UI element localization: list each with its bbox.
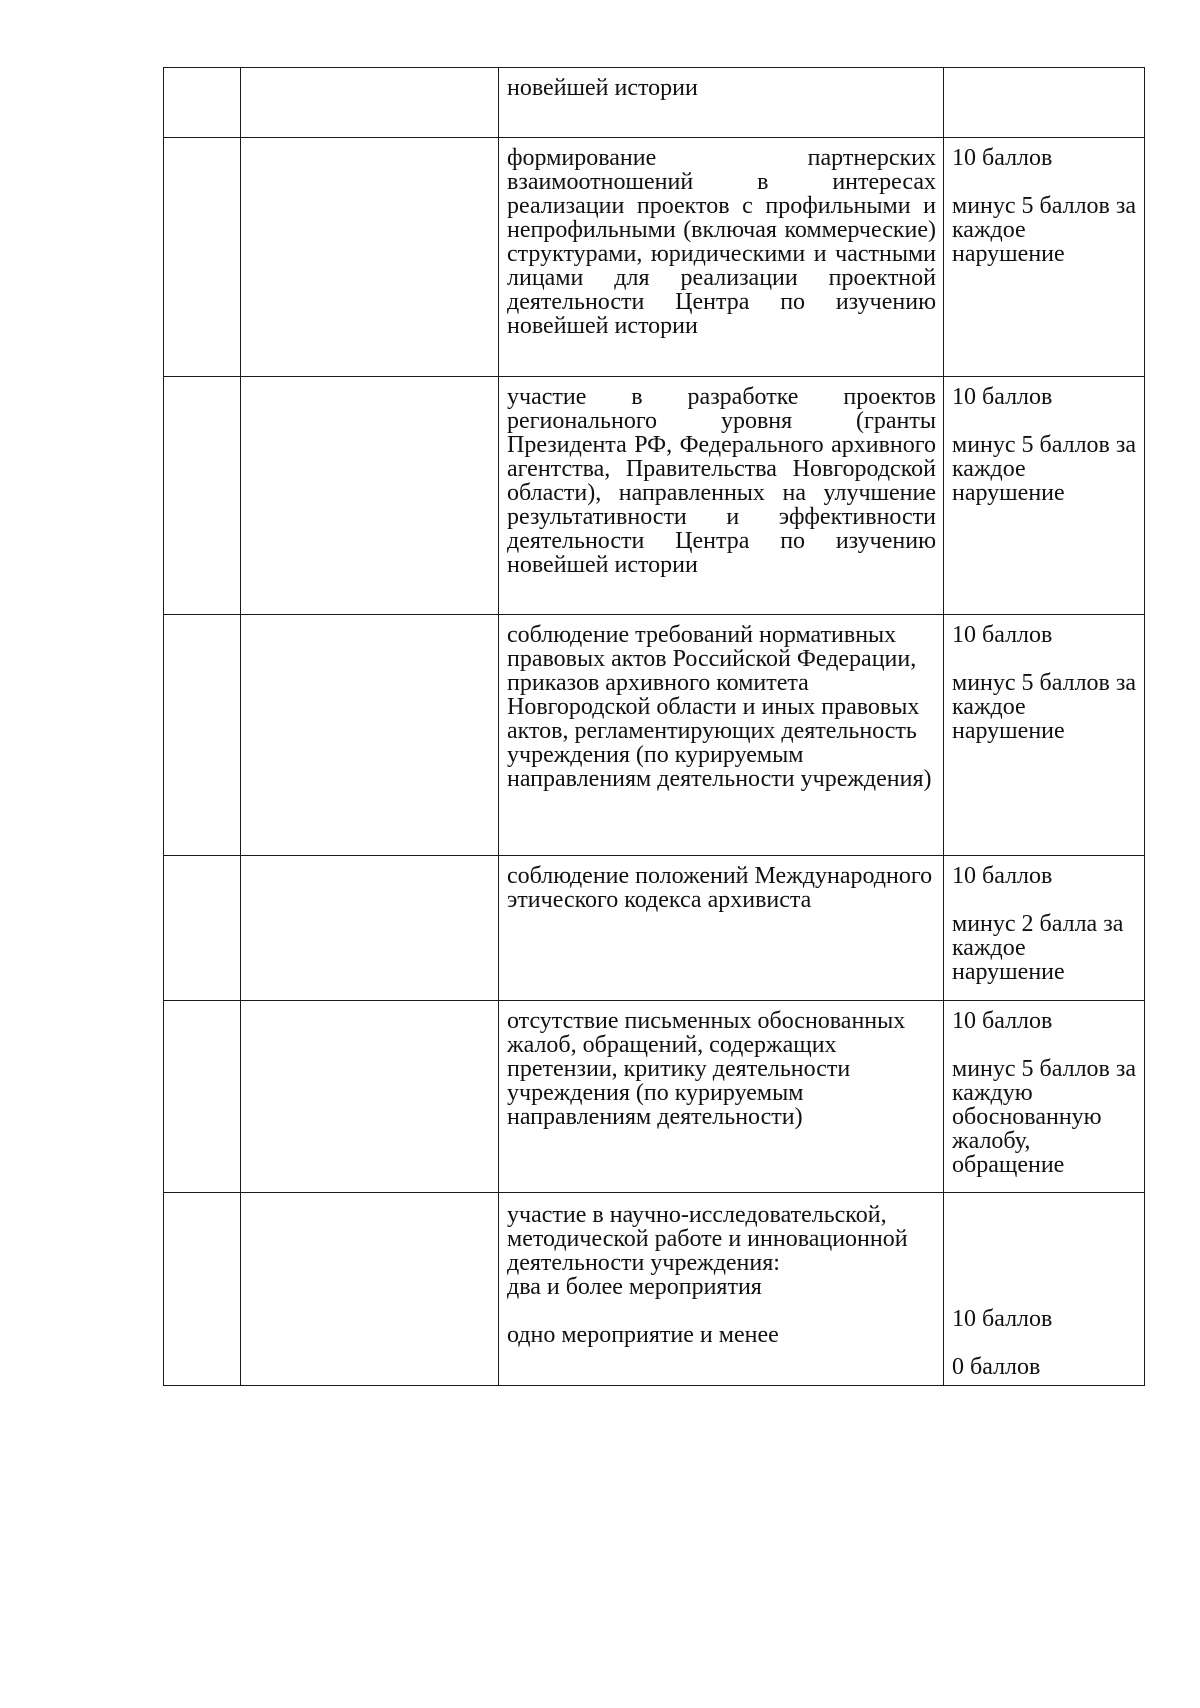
position-cell bbox=[241, 856, 499, 1001]
criterion-text: соблюдение требований нормативных правовых актов Российской Федерации, приказов архивного комитета Новгородской области и иных правовых актов, регламентирующих деятельность учреждения (по курируемым направлениям деятельности учреждения) bbox=[507, 622, 932, 792]
criterion-cell bbox=[499, 138, 944, 377]
criterion-text: отсутствие письменных обоснованных жалоб, обращений, содержащих претензии, критику деятельности учреждения (по курируемым направлениям деятельности) bbox=[507, 1008, 906, 1130]
criterion-text: формирование партнерских взаимоотношений в интересах реализации проектов с профильными и непрофильными (включая коммерческие) структурами, юридическими и частными лицами для реализации проектной деятельности Центра по изучению новейшей истории bbox=[507, 145, 936, 339]
points-value: 10 баллов bbox=[952, 1008, 1053, 1034]
criterion-text: новейшей истории bbox=[507, 75, 698, 101]
number-cell bbox=[164, 377, 241, 615]
criterion-cell bbox=[499, 68, 944, 138]
points-value: 10 баллов bbox=[952, 145, 1053, 171]
position-cell bbox=[241, 377, 499, 615]
table-row bbox=[164, 68, 1145, 138]
table-row bbox=[164, 138, 1145, 377]
criteria-table bbox=[163, 67, 1145, 1386]
position-cell bbox=[241, 138, 499, 377]
table-row bbox=[164, 856, 1145, 1001]
position-cell bbox=[241, 615, 499, 856]
penalty-text: минус 5 баллов за каждое нарушение bbox=[952, 193, 1137, 267]
score-cell bbox=[944, 1001, 1145, 1193]
score-cell bbox=[944, 615, 1145, 856]
criterion-text: участие в разработке проектов регионального уровня (гранты Президента РФ, Федерального архивного агентства, Правительства Новгородской области), направленных на улучшение результативности и эффективности деятельности Центра по изучению новейшей истории bbox=[507, 384, 936, 578]
number-cell bbox=[164, 1193, 241, 1386]
points-value: 10 баллов bbox=[952, 1306, 1053, 1332]
position-cell bbox=[241, 1193, 499, 1386]
points-value: 10 баллов bbox=[952, 863, 1053, 889]
points-value: 0 баллов bbox=[952, 1354, 1041, 1380]
option-label: два и более мероприятия bbox=[507, 1274, 762, 1300]
option-label: одно мероприятие и менее bbox=[507, 1322, 779, 1348]
criterion-cell bbox=[499, 856, 944, 1001]
criterion-cell bbox=[499, 377, 944, 615]
criterion-text: участие в научно-исследовательской, методической работе и инновационной деятельности учреждения: bbox=[507, 1202, 908, 1276]
table-row bbox=[164, 1193, 1145, 1386]
score-cell bbox=[944, 68, 1145, 138]
number-cell bbox=[164, 1001, 241, 1193]
number-cell bbox=[164, 615, 241, 856]
penalty-text: минус 5 баллов за каждую обоснованную жалобу, обращение bbox=[952, 1056, 1137, 1178]
table-row bbox=[164, 615, 1145, 856]
penalty-text: минус 2 балла за каждое нарушение bbox=[952, 911, 1124, 985]
criterion-cell bbox=[499, 615, 944, 856]
number-cell bbox=[164, 68, 241, 138]
criterion-cell bbox=[499, 1001, 944, 1193]
position-cell bbox=[241, 68, 499, 138]
points-value: 10 баллов bbox=[952, 622, 1053, 648]
score-cell bbox=[944, 138, 1145, 377]
penalty-text: минус 5 баллов за каждое нарушение bbox=[952, 432, 1137, 506]
criterion-text: соблюдение положений Международного этического кодекса архивиста bbox=[507, 863, 933, 913]
table-row bbox=[164, 1001, 1145, 1193]
criterion-cell bbox=[499, 1193, 944, 1386]
score-cell bbox=[944, 377, 1145, 615]
number-cell bbox=[164, 138, 241, 377]
table-row bbox=[164, 377, 1145, 615]
penalty-text: минус 5 баллов за каждое нарушение bbox=[952, 670, 1137, 744]
number-cell bbox=[164, 856, 241, 1001]
score-cell bbox=[944, 1193, 1145, 1386]
points-value: 10 баллов bbox=[952, 384, 1053, 410]
score-cell bbox=[944, 856, 1145, 1001]
position-cell bbox=[241, 1001, 499, 1193]
